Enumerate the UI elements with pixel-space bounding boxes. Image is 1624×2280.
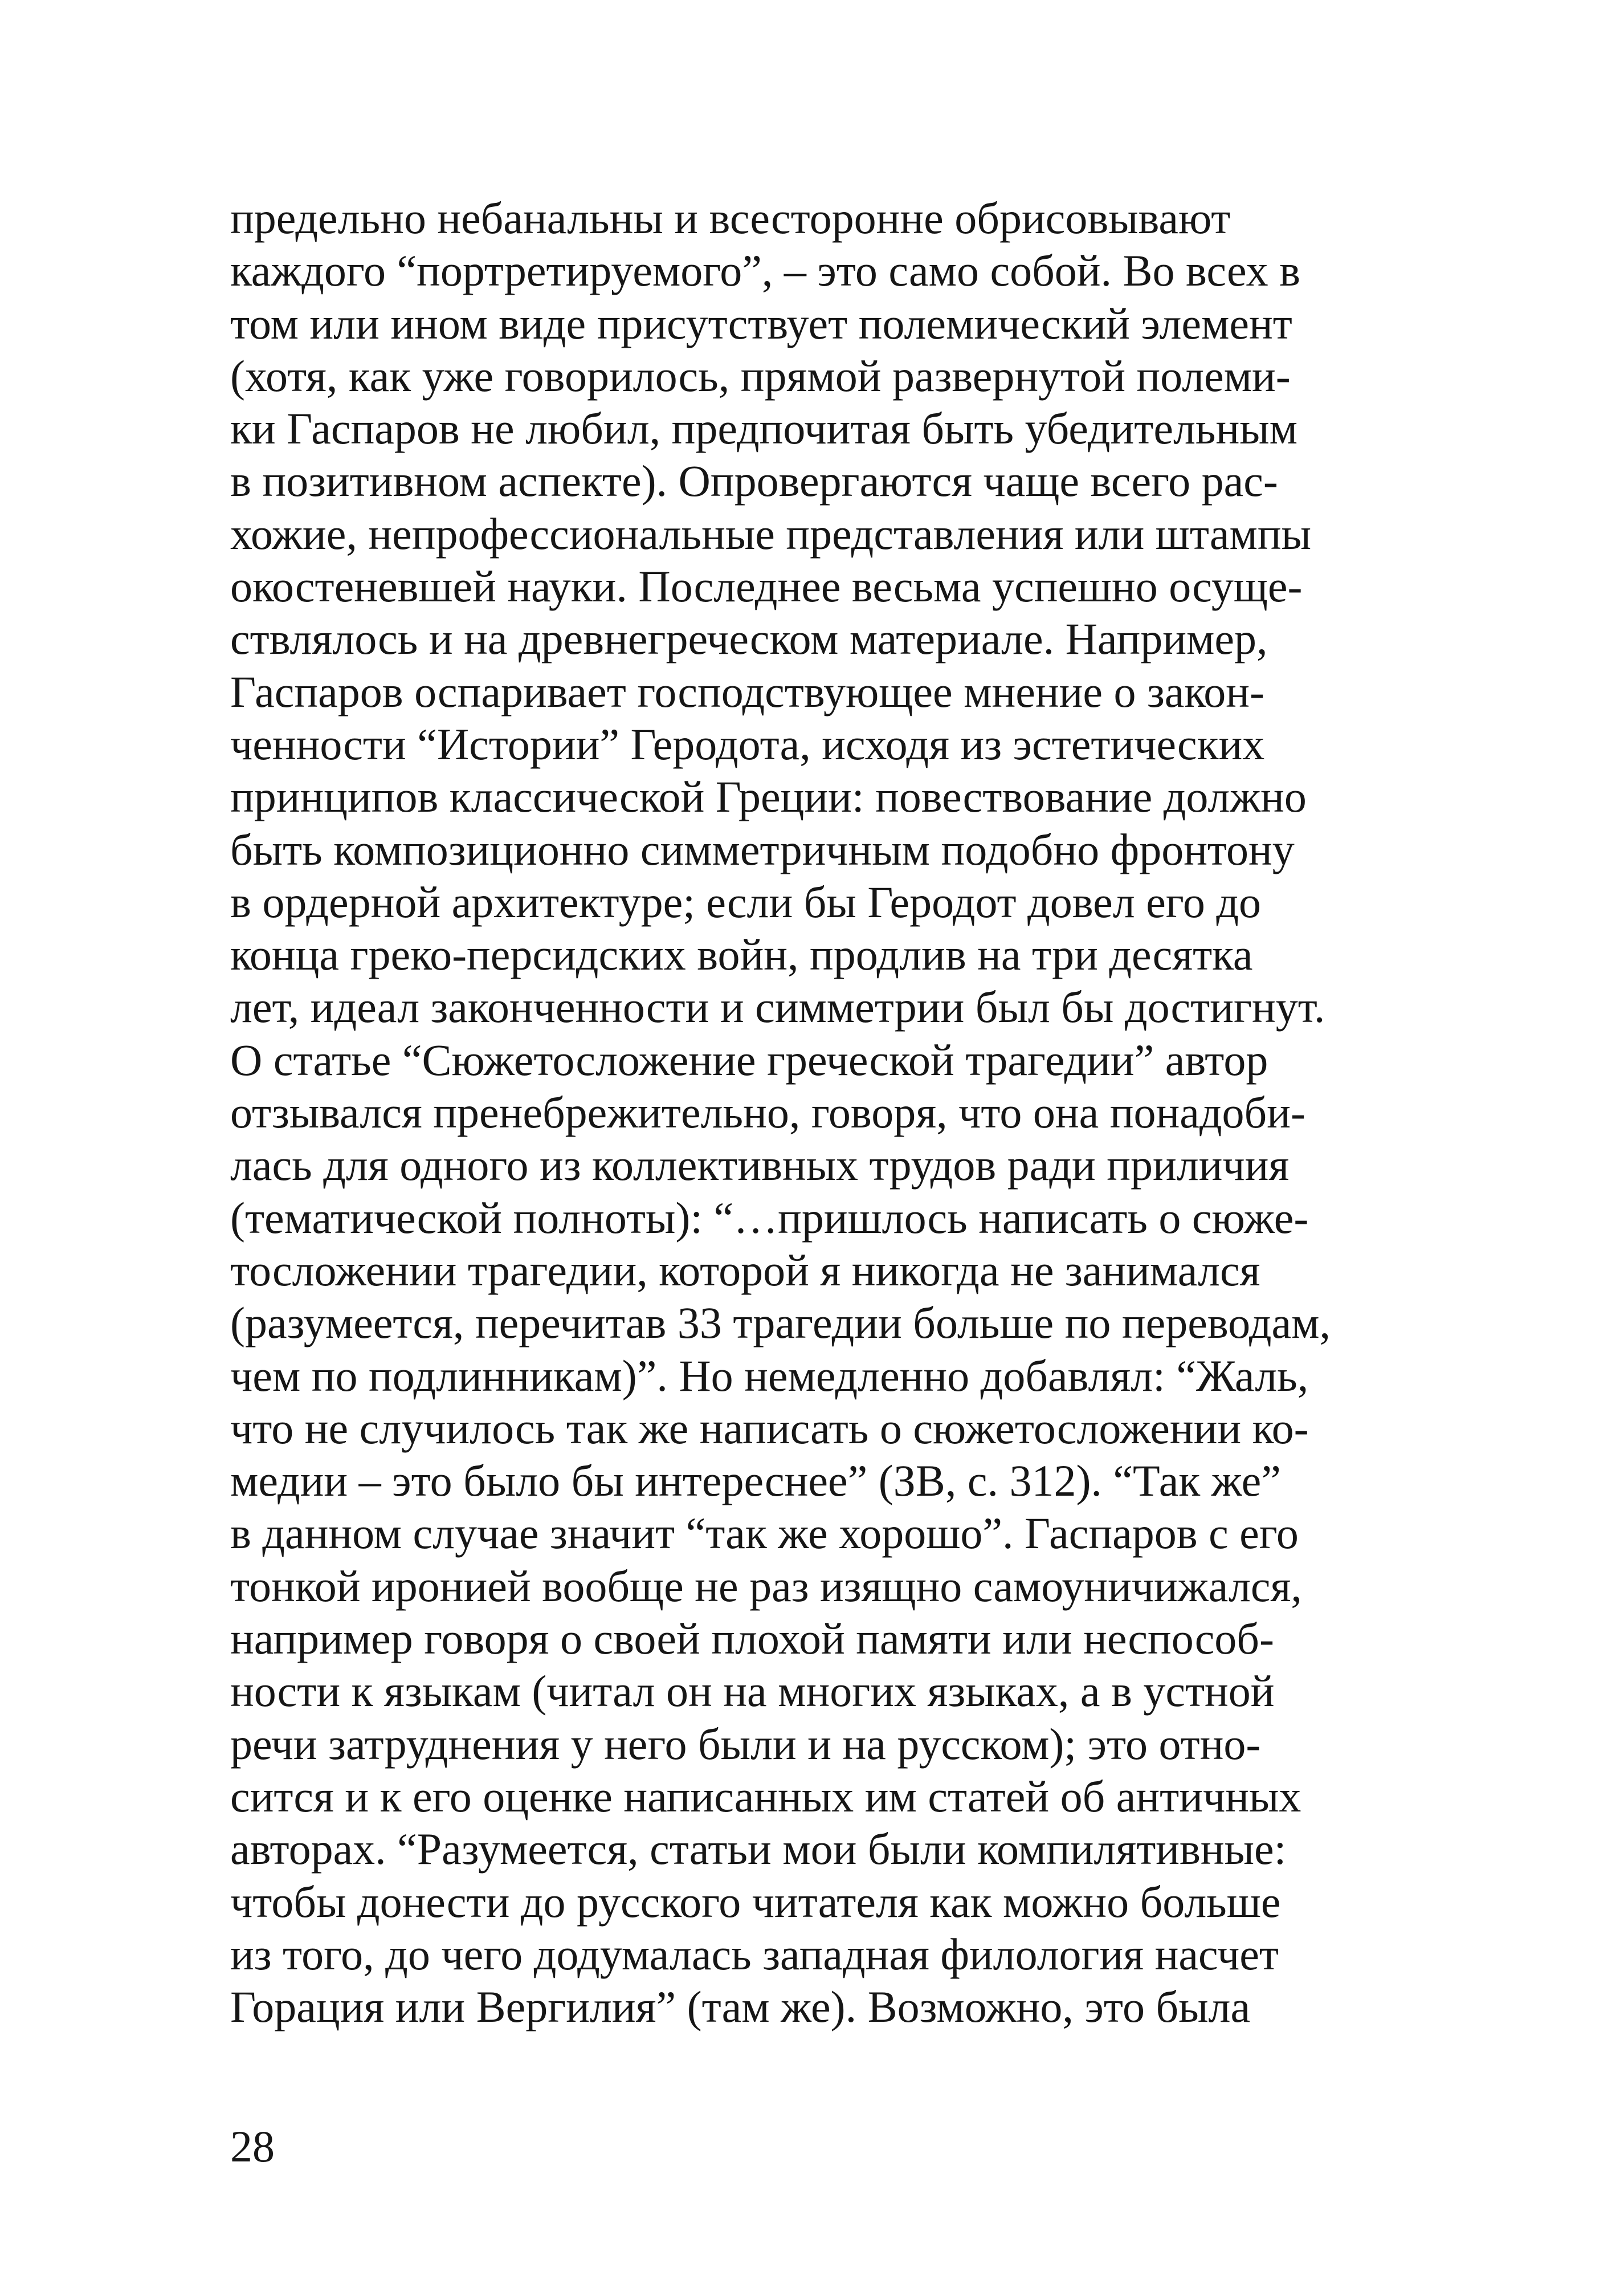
text-line: (хотя, как уже говорилось, прямой развернутой полеми- (230, 351, 1291, 401)
text-line: принципов классической Греции: повествование должно (230, 772, 1307, 822)
text-line: ченности “Истории” Геродота, исходя из эстетических (230, 719, 1265, 769)
text-line: том или ином виде присутствует полемический элемент (230, 298, 1292, 348)
text-line: отзывался пренебрежительно, говоря, что она понадоби- (230, 1088, 1305, 1138)
text-line: речи затруднения у него были и на русском); это отно- (230, 1719, 1261, 1769)
text-line: медии – это было бы интереснее” (ЗВ, с. 312). “Так же” (230, 1456, 1281, 1506)
text-line: сится и к его оценке написанных им статей об античных (230, 1771, 1301, 1821)
text-line: ствлялось и на древнегреческом материале. Например, (230, 614, 1268, 664)
text-line: чем по подлинникам)”. Но немедленно добавлял: “Жаль, (230, 1350, 1309, 1400)
page-number: 28 (230, 2122, 275, 2171)
text-line: из того, до чего додумалась западная филология насчет (230, 1929, 1279, 1979)
text-line: ности к языкам (читал он на многих языках, а в устной (230, 1666, 1275, 1716)
text-line: окостеневшей науки. Последнее весьма успешно осуще- (230, 561, 1303, 612)
text-line: чтобы донести до русского читателя как можно больше (230, 1876, 1281, 1927)
text-line: что не случилось так же написать о сюжетосложении ко- (230, 1403, 1309, 1453)
text-line: конца греко-персидских войн, продлив на три десятка (230, 930, 1253, 980)
text-line: лась для одного из коллективных трудов ради приличия (230, 1140, 1290, 1190)
body-text (230, 192, 1402, 2033)
text-line: ки Гаспаров не любил, предпочитая быть убедительным (230, 404, 1297, 454)
text-line: предельно небанальны и всесторонне обрисовывают (230, 193, 1231, 243)
text-line: каждого “портретируемого”, – это само собой. Во всех в (230, 246, 1300, 296)
text-line: Горация или Вергилия” (там же). Возможно, это была (230, 1982, 1251, 2032)
text-line: тонкой иронией вообще не раз изящно самоуничижался, (230, 1561, 1302, 1611)
text-line: О статье “Сюжетосложение греческой трагедии” автор (230, 1035, 1268, 1085)
text-line: быть композиционно симметричным подобно фронтону (230, 824, 1295, 874)
text-line: Гаспаров оспаривает господствующее мнение о закон- (230, 666, 1265, 716)
text-line: в ордерной архитектуре; если бы Геродот довел его до (230, 877, 1262, 927)
text-line: хожие, непрофессиональные представления или штампы (230, 508, 1311, 559)
text-line: в данном случае значит “так же хорошо”. Гаспаров с его (230, 1508, 1299, 1558)
text-line: (разумеется, перечитав 33 трагедии больше по переводам, (230, 1298, 1331, 1348)
text-line: (тематической полноты): “…пришлось написать о сюже- (230, 1192, 1309, 1243)
text-line: в позитивном аспекте). Опровергаются чаще всего рас- (230, 456, 1278, 506)
text-line: например говоря о своей плохой памяти или неспособ- (230, 1614, 1274, 1664)
text-line: лет, идеал законченности и симметрии был бы достигнут. (230, 982, 1325, 1032)
text-line: тосложении трагедии, которой я никогда не занимался (230, 1245, 1260, 1295)
text-line: авторах. “Разумеется, статьи мои были компилятивные: (230, 1824, 1287, 1874)
